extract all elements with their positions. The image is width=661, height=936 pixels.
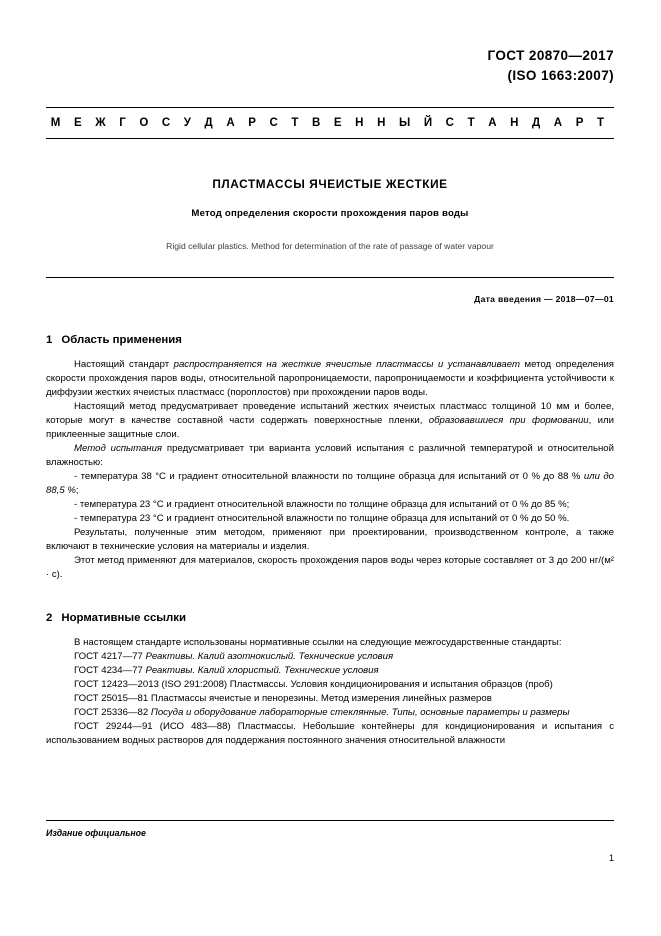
reference-item: ГОСТ 12423—2013 (ISO 291:2008) Пластмассы. Условия кондиционирования и испытания образцов (проб): [74, 679, 553, 691]
official-edition-note: Издание официальное: [46, 828, 146, 838]
section-1-paragraph-3: Метод испытания предусматривает три варианта условий испытания с различной температурой и относительной влажностью:: [46, 443, 615, 469]
standard-code-line2: (ISO 1663:2007): [507, 67, 614, 83]
footer-divider: [46, 820, 614, 821]
section-2-intro: В настоящем стандарте использованы нормативные ссылки на следующие межгосударственные стандарты:: [74, 637, 562, 649]
page-content: [46, 46, 614, 748]
section-1-paragraph-6: - температура 23 °С и градиент относительной влажности по толщине образца для испытаний от 0 % до 50 %.: [74, 513, 570, 525]
section-1-title: Область применения: [61, 334, 182, 347]
section-2-heading: [46, 612, 614, 624]
interstate-standard-label: М Е Ж Г О С У Д А Р С Т В Е Н Н Ы Й С Т А Н Д А Р Т: [50, 117, 610, 130]
reference-item: ГОСТ 25015—81 Пластмассы ячеистые и пенорезины. Метод измерения линейных размеров: [74, 693, 492, 705]
section-1-paragraph-7: Результаты, полученные этим методом, применяют при проектировании, производственном контроле, а также включают в технические условия на материалы и изделия.: [46, 527, 614, 553]
title-block: [46, 177, 614, 251]
section-normative-references: [46, 612, 614, 748]
standard-code: [46, 46, 614, 85]
section-2-number: 2: [46, 612, 53, 625]
page-title: ПЛАСТМАССЫ ЯЧЕИСТЫЕ ЖЕСТКИЕ: [212, 177, 448, 192]
section-2-title: Нормативные ссылки: [61, 612, 186, 625]
standard-code-line1: ГОСТ 20870—2017: [487, 48, 614, 63]
reference-item: ГОСТ 4217—77 Реактивы. Калий азотнокислый. Технические условия: [74, 651, 394, 663]
reference-list: [46, 650, 614, 748]
section-1-paragraph-8: Этот метод применяют для материалов, скорость прохождения паров воды через которые составляет от 3 до 200 нг/(м² · с).: [46, 555, 614, 581]
section-1-paragraph-4: - температура 38 °С и градиент относительной влажности по толщине образца для испытаний от 0 % до 88 % или до 88,5 %;: [46, 471, 614, 497]
section-scope: [46, 334, 614, 582]
reference-item: ГОСТ 29244—91 (ИСО 483—88) Пластмассы. Небольшие контейнеры для кондиционирования и испытания с использованием водных растворов для поддержания постоянного значения относительной влажности: [46, 721, 614, 747]
section-1-paragraph-2: Настоящий метод предусматривает проведение испытаний жестких ячеистых пластмасс толщиной 10 мм и более, которые могут в качестве составной части содержать поверхностные пленки, образовавшиеся при формовании, или приклеенные защитные слои.: [46, 401, 614, 441]
section-1-number: 1: [46, 334, 53, 347]
reference-item: ГОСТ 25336—82 Посуда и оборудование лабораторные стеклянные. Типы, основные параметры и размеры: [74, 707, 570, 719]
title-divider: [46, 277, 614, 278]
page-footer: [46, 820, 614, 863]
page-number: 1: [608, 853, 614, 863]
page-subtitle: Метод определения скорости прохождения паров воды: [191, 208, 469, 220]
effective-date: Дата введения — 2018—07—01: [474, 294, 614, 305]
page-title-english: Rigid cellular plastics. Method for determination of the rate of passage of water vapour: [166, 241, 494, 252]
section-1-heading: [46, 334, 614, 346]
interstate-standard-band: [46, 107, 614, 139]
section-1-paragraph-5: - температура 23 °С и градиент относительной влажности по толщине образца для испытаний от 0 % до 85 %;: [74, 499, 570, 511]
reference-item: ГОСТ 4234—77 Реактивы. Калий хлористый. Технические условия: [74, 665, 379, 677]
section-1-paragraph-1: Настоящий стандарт распространяется на жесткие ячеистые пластмассы и устанавливает метод определения скорости прохождения паров воды, относительной паропроницаемости, паропроницаемости и коэффициента устойчивости к диффузии жестких ячеистых пластмасс (пороплостов) при прохождении паров воды.: [46, 359, 614, 399]
